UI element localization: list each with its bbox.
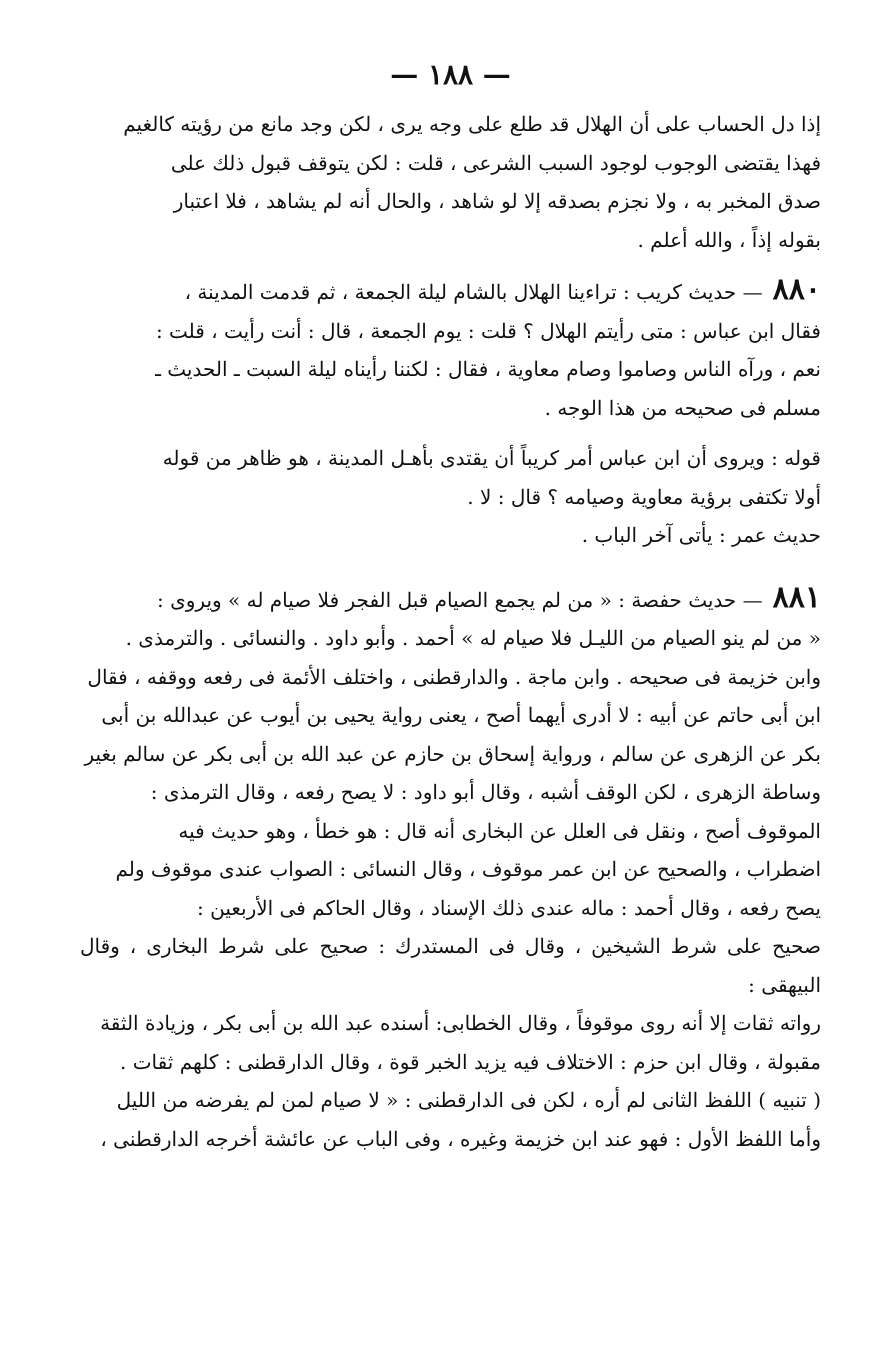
text-line: حديث عمر : يأتى آخر الباب . (581, 523, 821, 547)
hadith-880 (80, 271, 821, 427)
text-line: بقوله إذاً ، والله أعلم . (637, 227, 821, 252)
text-line: « من لم ينو الصيام من الليـل فلا صيام له » أحمد . وأبو داود . والنسائى . والترمذى . (125, 626, 821, 650)
text-line: صدق المخبر به ، ولا نجزم بصدقه إلا لو شاهد ، والحال أنه لم يشاهد ، فلا اعتبار (173, 189, 821, 213)
text-line: مسلم فى صحيحه من هذا الوجه . (544, 395, 821, 420)
text-line: إذا دل الحساب على أن الهلال قد طلع على وجه يرى ، لكن وجد مانع من رؤيته كالغيم (123, 112, 821, 136)
text-line-content: — حديث كريب : تراءينا الهلال بالشام ليلة الجمعة ، ثم قدمت المدينة ، (184, 280, 763, 304)
text-line (80, 579, 821, 620)
text-line: وابن خزيمة فى صحيحه . وابن ماجة . والدارقطنى ، واختلف الأئمة فى رفعه ووقفه ، فقال (87, 664, 821, 689)
note-paragraph (80, 1081, 821, 1158)
hadith-881 (80, 579, 821, 1082)
text-line: صحيح على شرط الشيخين ، وقال فى المستدرك : صحيح على شرط البخارى ، وقال البيهقى : (80, 934, 821, 997)
page-number: — ١٨٨ — (390, 58, 511, 91)
text-line: يصح رفعه ، وقال أحمد : ماله عندى ذلك الإسناد ، وقال الحاكم فى الأربعين : (197, 895, 821, 920)
text-line: قوله : ويروى أن ابن عباس أمر كريباً أن يقتدى بأهـل المدينة ، هو ظاهر من قوله (162, 446, 821, 470)
text-line: فهذا يقتضى الوجوب لوجود السبب الشرعى ، قلت : لكن يتوقف قبول ذلك على (170, 150, 821, 175)
paragraph-continuation (80, 105, 821, 259)
text-line: بكر عن الزهرى عن سالم ، ورواية إسحاق بن حازم عن عبد الله بن أبى بكر عن سالم بغير (84, 741, 821, 766)
text-line: رواته ثقات إلا أنه روى موقوفاً ، وقال الخطابى: أسنده عبد الله بن أبى بكر ، وزيادة الثقة (100, 1011, 821, 1035)
hadith-number: ٨٨٠ (772, 272, 821, 307)
text-line: الموقوف أصح ، ونقل فى العلل عن البخارى أنه قال : هو خطأ ، وهو حديث فيه (178, 818, 821, 843)
text-line: ( تنبيه ) اللفظ الثانى لم أره ، لكن فى الدارقطنى : « لا صيام لمن لم يفرضه من الليل (116, 1088, 821, 1112)
text-line: فقال ابن عباس : متى رأيتم الهلال ؟ قلت : يوم الجمعة ، قال : أنت رأيت ، قلت : (155, 318, 821, 343)
text-line: مقبولة ، وقال ابن حزم : الاختلاف فيه يزيد الخبر قوة ، وقال الدارقطنى : كلهم ثقات . (120, 1049, 821, 1074)
commentary-paragraph (80, 439, 821, 555)
text-line: وساطة الزهرى ، لكن الوقف أشبه ، وقال أبو داود : لا يصح رفعه ، وقال الترمذى : (150, 780, 821, 804)
text-line: ابن أبى حاتم عن أبيه : لا أدرى أيهما أصح ، يعنى رواية يحيى بن أيوب عن عبدالله بن أبى (101, 703, 821, 727)
text-line: وأما اللفظ الأول : فهو عند ابن خزيمة وغيره ، وفى الباب عن عائشة أخرجه الدارقطنى ، (100, 1126, 821, 1151)
hadith-number: ٨٨١ (772, 579, 821, 615)
text-line: نعم ، ورآه الناس وصاموا وصام معاوية ، فقال : لكننا رأيناه ليلة السبت ـ الحديث ـ (155, 357, 821, 381)
text-line (80, 271, 821, 312)
text-line: اضطراب ، والصحيح عن ابن عمر موقوف ، وقال النسائى : الصواب عندى موقوف ولم (115, 857, 821, 881)
text-line: أولا تكتفى برؤية معاوية وصيامه ؟ قال : لا . (467, 484, 821, 509)
text-line-content: — حديث حفصة : « من لم يجمع الصيام قبل الفجر فلا صيام له » ويروى : (157, 587, 763, 612)
